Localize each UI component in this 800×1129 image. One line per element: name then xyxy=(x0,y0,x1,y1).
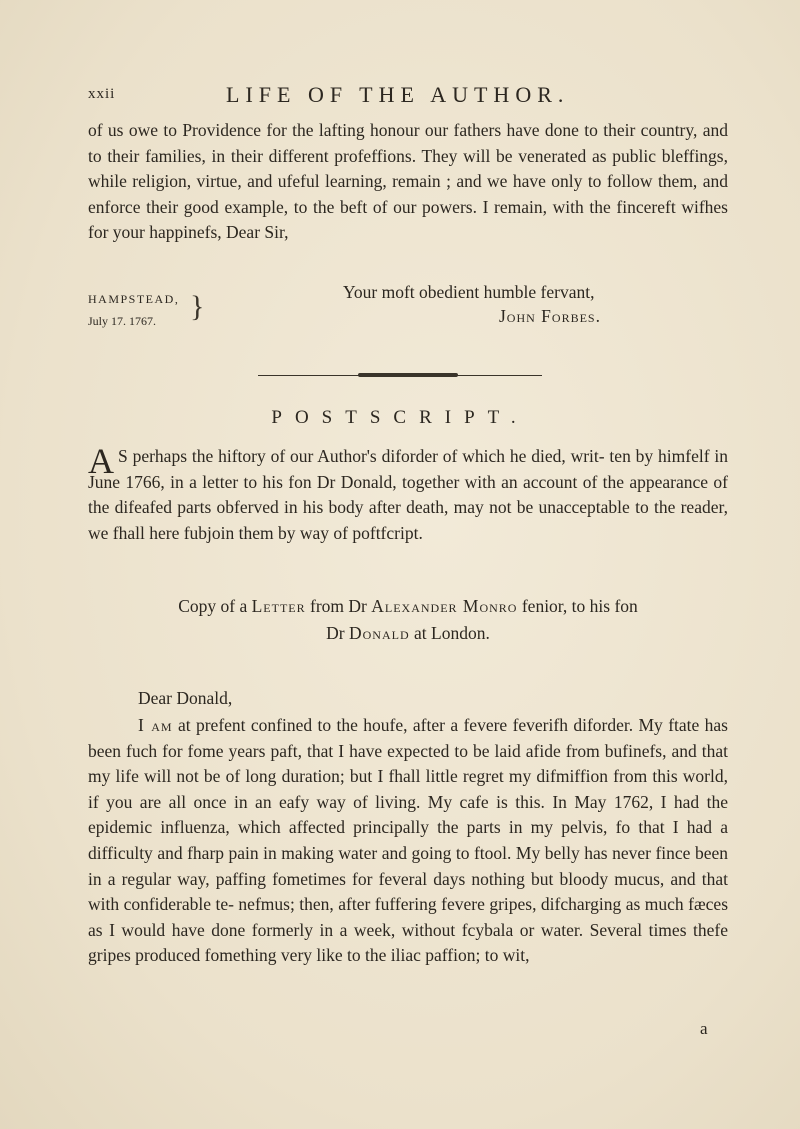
signature-block xyxy=(88,284,728,356)
catchword: a xyxy=(700,1019,708,1038)
drop-cap: A xyxy=(88,441,114,481)
letter-body-text: at prefent confined to the houfe, after a fevere feverifh diforder. My ftate has been fuch for fome years paft, that I have expected to be laid afide from bufinefs, and that my life will not be of long duration; but I fhall little regret my difmiffion from this world, if you are all once in an eafy way of living. My cafe is this. In May 1762, I had the epidemic influenza, which affected principally the parts in my pelvis, fo that I had a difficulty and fharp pain in making water and going to ftool. My belly has never fince been in a regular way, paffing fometimes for feveral days nothing but bloody mucus, and that with confiderable te- nefmus; then, after fuffering fevere gripes, difcharging as much fæces as I would have done formerly in a week, without fcybala or water. Several times thefe gripes produced fomething very like to the iliac paffion; to wit, xyxy=(88,715,728,966)
heading-rest: fenior, to his fon xyxy=(521,596,638,616)
heading-line2-prefix: Dr xyxy=(326,623,345,643)
heading-author-name: Alexander Monro xyxy=(371,596,518,616)
heading-prefix: Copy of a xyxy=(178,596,248,616)
letter-closing: Your moft obedient humble fervant, xyxy=(343,282,595,302)
letter-closing-paragraph: of us owe to Providence for the lafting honour our fathers have done to their country, and to their families, in their different profeffions. They will be venerated as public bleffings, while religion, virtue, and ufeful learning, remain ; and we have only to follow them, and enforce their good example, to the beft of our powers. I remain, with the fincereft wifhes for your happinefs, Dear Sir, xyxy=(88,120,728,243)
postscript-paragraph: S perhaps the hiftory of our Author's diforder of which he died, writ- ten by himfelf in June 1766, in a letter to his fon Dr Donald, together with an account of the appearance of the difeafed parts obferved in his body after death, may not be unacceptable to the reader, we fhall here fubjoin them by way of poftfcript. xyxy=(88,446,728,543)
heading-letter-word: Letter xyxy=(251,596,306,616)
letter-signature: John Forbes. xyxy=(499,306,601,326)
letter-heading xyxy=(88,593,728,647)
heading-from: from Dr xyxy=(310,596,367,616)
postscript-title: POSTSCRIPT. xyxy=(271,407,529,428)
letter-date: July 17. 1767. xyxy=(88,314,157,328)
letter-place: HAMPSTEAD, xyxy=(88,292,180,306)
letter-body xyxy=(88,713,728,969)
page-number: xxii xyxy=(88,86,116,102)
running-head: LIFE OF THE AUTHOR. xyxy=(226,82,570,107)
heading-line2-rest: at London. xyxy=(414,623,490,643)
ornamental-rule xyxy=(258,373,542,378)
page-header xyxy=(88,82,728,112)
heading-recipient-name: Donald xyxy=(349,623,410,643)
letter-salutation: Dear Donald, xyxy=(138,688,233,708)
brace-icon: } xyxy=(190,290,205,323)
letter-opening-word: I am xyxy=(138,715,173,735)
rule-ornament xyxy=(358,373,458,377)
